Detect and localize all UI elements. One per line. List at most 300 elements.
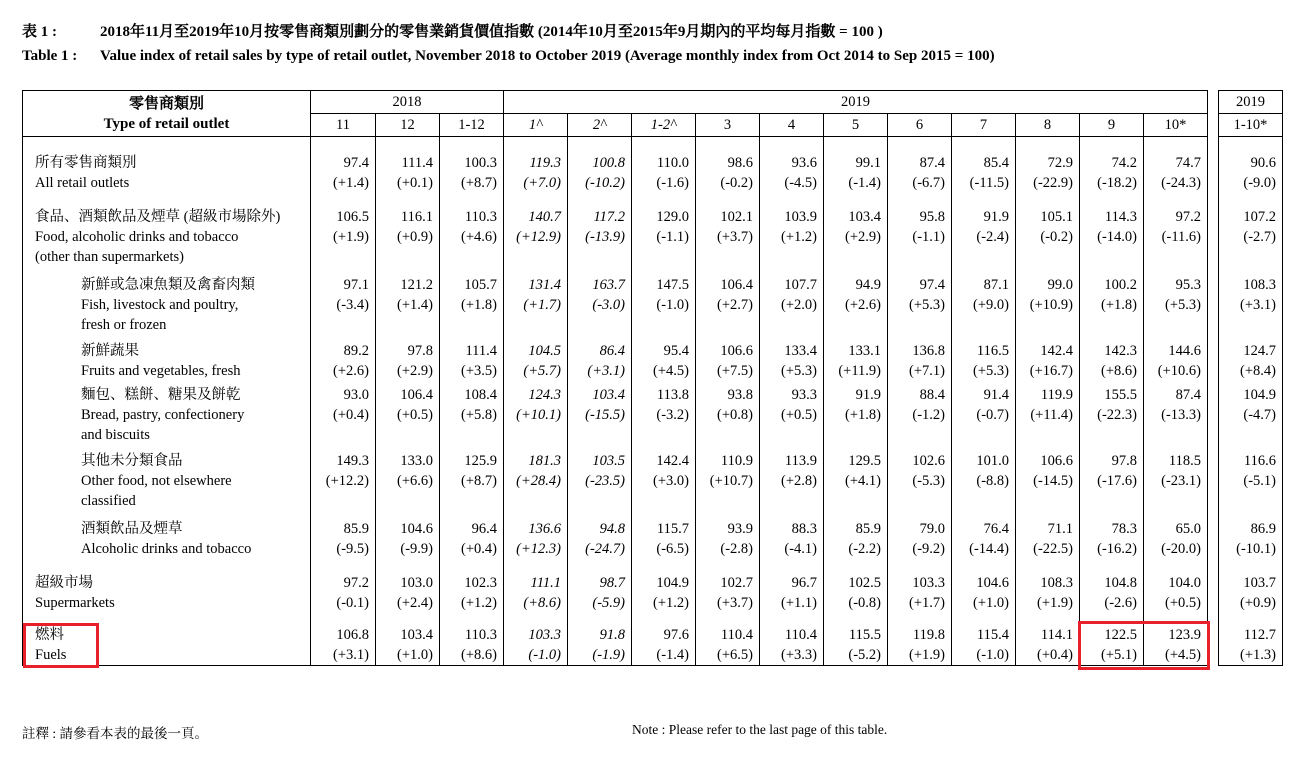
percent-change: (+3.1) (568, 361, 632, 381)
month-header: 11 (311, 114, 376, 137)
percent-change: (-8.8) (952, 471, 1016, 491)
percent-change: (+12.9) (504, 227, 568, 247)
index-value: 94.9 (824, 275, 888, 295)
index-value: 103.5 (568, 451, 632, 471)
percent-change: (+1.8) (1080, 295, 1144, 315)
percent-change: (+8.7) (440, 471, 504, 491)
index-value: 94.8 (568, 519, 632, 539)
index-value: 96.4 (440, 519, 504, 539)
month-header: 1-2^ (632, 114, 696, 137)
index-value: 106.5 (311, 207, 376, 227)
index-value: 74.7 (1144, 153, 1208, 173)
table-title-zh-text: 2018年11月至2019年10月按零售商類別劃分的零售業銷貨價值指數 (2014年10月至2015年9月期內的平均每月指數 = 100 ) (100, 24, 883, 40)
index-value: 133.4 (760, 341, 824, 361)
percent-change: (+5.3) (952, 361, 1016, 381)
percent-change: (+16.7) (1016, 361, 1080, 381)
month-header: 5 (824, 114, 888, 137)
percent-change: (+7.0) (504, 173, 568, 193)
percent-change: (-14.0) (1080, 227, 1144, 247)
index-value: 103.7 (1219, 573, 1283, 593)
index-value: 110.0 (632, 153, 696, 173)
index-value: 115.4 (952, 625, 1016, 645)
index-value: 107.7 (760, 275, 824, 295)
percent-change: (+5.7) (504, 361, 568, 381)
percent-change: (-0.1) (311, 593, 376, 613)
percent-change: (-1.1) (888, 227, 952, 247)
row-label-zh: 新鮮蔬果 (23, 341, 311, 361)
percent-change: (-5.9) (568, 593, 632, 613)
table-row-values (23, 573, 1283, 593)
index-value: 105.7 (440, 275, 504, 295)
index-value: 95.8 (888, 207, 952, 227)
percent-change: (-13.3) (1144, 405, 1208, 425)
percent-change: (-17.6) (1080, 471, 1144, 491)
row-label-en: Fuels (23, 645, 311, 666)
index-value: 116.6 (1219, 451, 1283, 471)
percent-change: (+0.5) (376, 405, 440, 425)
index-value: 91.8 (568, 625, 632, 645)
index-value: 147.5 (632, 275, 696, 295)
percent-change: (-5.1) (1219, 471, 1283, 491)
index-value: 124.7 (1219, 341, 1283, 361)
index-value: 102.6 (888, 451, 952, 471)
index-value: 78.3 (1080, 519, 1144, 539)
index-value: 115.5 (824, 625, 888, 645)
index-value: 102.5 (824, 573, 888, 593)
percent-change: (-23.5) (568, 471, 632, 491)
index-value: 140.7 (504, 207, 568, 227)
index-value: 181.3 (504, 451, 568, 471)
percent-change: (+4.5) (1144, 645, 1208, 666)
index-value: 100.3 (440, 153, 504, 173)
year-2019-ytd-header: 2019 (1219, 91, 1283, 114)
percent-change: (+0.1) (376, 173, 440, 193)
row-label-zh: 酒類飲品及煙草 (23, 519, 311, 539)
percent-change: (+2.0) (760, 295, 824, 315)
index-value: 104.6 (376, 519, 440, 539)
month-header-ytd: 1-10* (1219, 114, 1283, 137)
month-header: 3 (696, 114, 760, 137)
index-value: 87.4 (888, 153, 952, 173)
index-value: 79.0 (888, 519, 952, 539)
percent-change: (+5.1) (1080, 645, 1144, 666)
index-value: 155.5 (1080, 385, 1144, 405)
index-value: 131.4 (504, 275, 568, 295)
index-value: 104.5 (504, 341, 568, 361)
year-2019-header: 2019 (504, 91, 1208, 114)
index-value: 93.0 (311, 385, 376, 405)
month-header: 8 (1016, 114, 1080, 137)
percent-change: (-1.1) (632, 227, 696, 247)
row-label-en: Alcoholic drinks and tobacco (23, 539, 311, 559)
month-header: 9 (1080, 114, 1144, 137)
percent-change: (-9.9) (376, 539, 440, 559)
index-value: 105.1 (1016, 207, 1080, 227)
percent-change: (+5.8) (440, 405, 504, 425)
row-label-en-cont: classified (23, 491, 311, 511)
percent-change: (+5.3) (1144, 295, 1208, 315)
index-value: 136.6 (504, 519, 568, 539)
percent-change: (-24.3) (1144, 173, 1208, 193)
percent-change: (-9.0) (1219, 173, 1283, 193)
percent-change: (-6.5) (632, 539, 696, 559)
percent-change: (-9.2) (888, 539, 952, 559)
index-value: 97.2 (1144, 207, 1208, 227)
percent-change: (+0.5) (760, 405, 824, 425)
index-value: 108.3 (1219, 275, 1283, 295)
index-value: 103.0 (376, 573, 440, 593)
index-value: 104.6 (952, 573, 1016, 593)
percent-change: (+3.0) (632, 471, 696, 491)
index-value: 96.7 (760, 573, 824, 593)
percent-change: (+8.6) (440, 645, 504, 666)
month-header: 1-12 (440, 114, 504, 137)
row-label-zh: 其他未分類食品 (23, 451, 311, 471)
percent-change: (+1.0) (376, 645, 440, 666)
index-value: 93.6 (760, 153, 824, 173)
index-value: 104.8 (1080, 573, 1144, 593)
index-value: 91.4 (952, 385, 1016, 405)
index-value: 110.3 (440, 207, 504, 227)
percent-change: (+8.6) (1080, 361, 1144, 381)
percent-change: (+2.6) (311, 361, 376, 381)
table-title-zh (22, 20, 883, 41)
table-header (23, 91, 1283, 137)
index-value: 129.0 (632, 207, 696, 227)
index-value: 111.4 (440, 341, 504, 361)
index-value: 133.1 (824, 341, 888, 361)
percent-change: (-22.5) (1016, 539, 1080, 559)
percent-change: (-13.9) (568, 227, 632, 247)
percent-change: (+3.3) (760, 645, 824, 666)
row-label-en: Bread, pastry, confectionery (23, 405, 311, 425)
percent-change: (-0.7) (952, 405, 1016, 425)
index-value: 103.3 (888, 573, 952, 593)
index-value: 113.8 (632, 385, 696, 405)
index-value: 85.4 (952, 153, 1016, 173)
percent-change: (+1.8) (440, 295, 504, 315)
percent-change: (+2.8) (760, 471, 824, 491)
percent-change: (+28.4) (504, 471, 568, 491)
percent-change: (+1.8) (824, 405, 888, 425)
percent-change: (-14.4) (952, 539, 1016, 559)
index-value: 133.0 (376, 451, 440, 471)
table-row-values (23, 341, 1283, 361)
index-value: 118.5 (1144, 451, 1208, 471)
percent-change: (+12.3) (504, 539, 568, 559)
index-value: 103.3 (504, 625, 568, 645)
index-value: 95.3 (1144, 275, 1208, 295)
index-value: 93.9 (696, 519, 760, 539)
table-row-changes (23, 173, 1283, 193)
percent-change: (+4.6) (440, 227, 504, 247)
percent-change: (+10.9) (1016, 295, 1080, 315)
index-value: 111.4 (376, 153, 440, 173)
percent-change: (-10.2) (568, 173, 632, 193)
percent-change: (+10.6) (1144, 361, 1208, 381)
index-value: 129.5 (824, 451, 888, 471)
percent-change: (-2.7) (1219, 227, 1283, 247)
index-value: 85.9 (824, 519, 888, 539)
index-value: 88.4 (888, 385, 952, 405)
percent-change: (-6.7) (888, 173, 952, 193)
table-row-values (23, 451, 1283, 471)
percent-change: (-1.9) (568, 645, 632, 666)
percent-change: (-2.4) (952, 227, 1016, 247)
percent-change: (+3.5) (440, 361, 504, 381)
index-value: 90.6 (1219, 153, 1283, 173)
percent-change: (-20.0) (1144, 539, 1208, 559)
index-value: 102.7 (696, 573, 760, 593)
row-label-en-cont: (other than supermarkets) (23, 247, 311, 267)
index-value: 76.4 (952, 519, 1016, 539)
index-value: 117.2 (568, 207, 632, 227)
table-row-changes (23, 539, 1283, 559)
table-row-values (23, 207, 1283, 227)
index-value: 125.9 (440, 451, 504, 471)
month-header: 6 (888, 114, 952, 137)
index-value: 97.4 (888, 275, 952, 295)
index-value: 100.8 (568, 153, 632, 173)
index-value: 106.4 (696, 275, 760, 295)
percent-change: (+1.7) (888, 593, 952, 613)
index-value: 97.8 (1080, 451, 1144, 471)
percent-change: (-16.2) (1080, 539, 1144, 559)
percent-change: (+1.0) (952, 593, 1016, 613)
index-value: 119.3 (504, 153, 568, 173)
percent-change: (-11.6) (1144, 227, 1208, 247)
index-value: 112.7 (1219, 625, 1283, 645)
percent-change: (-5.2) (824, 645, 888, 666)
percent-change: (-0.8) (824, 593, 888, 613)
percent-change: (-4.5) (760, 173, 824, 193)
index-value: 124.3 (504, 385, 568, 405)
index-value: 99.1 (824, 153, 888, 173)
index-value: 74.2 (1080, 153, 1144, 173)
index-value: 103.4 (824, 207, 888, 227)
row-label-en: Fruits and vegetables, fresh (23, 361, 311, 381)
index-value: 119.9 (1016, 385, 1080, 405)
index-value: 100.2 (1080, 275, 1144, 295)
percent-change: (-0.2) (1016, 227, 1080, 247)
percent-change: (-1.0) (952, 645, 1016, 666)
row-label-zh: 超級市場 (23, 573, 311, 593)
table-title-en (22, 48, 995, 65)
percent-change: (+1.9) (888, 645, 952, 666)
index-value: 144.6 (1144, 341, 1208, 361)
index-value: 119.8 (888, 625, 952, 645)
index-value: 104.0 (1144, 573, 1208, 593)
percent-change: (-1.4) (824, 173, 888, 193)
percent-change: (+9.0) (952, 295, 1016, 315)
index-value: 98.7 (568, 573, 632, 593)
percent-change: (-2.6) (1080, 593, 1144, 613)
column-label-header (23, 91, 311, 137)
percent-change: (+8.6) (504, 593, 568, 613)
index-value: 97.2 (311, 573, 376, 593)
table-row-changes (23, 405, 1283, 425)
percent-change: (+1.9) (311, 227, 376, 247)
percent-change: (+1.4) (376, 295, 440, 315)
index-value: 103.9 (760, 207, 824, 227)
index-value: 142.4 (632, 451, 696, 471)
percent-change: (+0.9) (1219, 593, 1283, 613)
index-value: 91.9 (824, 385, 888, 405)
percent-change: (+3.7) (696, 593, 760, 613)
percent-change: (+5.3) (760, 361, 824, 381)
index-value: 87.1 (952, 275, 1016, 295)
column-label-en: Type of retail outlet (103, 115, 230, 132)
table-row-changes (23, 645, 1283, 666)
percent-change: (+5.3) (888, 295, 952, 315)
percent-change: (+1.7) (504, 295, 568, 315)
row-label-en-cont: fresh or frozen (23, 315, 311, 335)
percent-change: (-3.2) (632, 405, 696, 425)
table-row-changes (23, 227, 1283, 247)
table-row-values (23, 275, 1283, 295)
index-value: 89.2 (311, 341, 376, 361)
index-value: 87.4 (1144, 385, 1208, 405)
percent-change: (-2.2) (824, 539, 888, 559)
percent-change: (+4.5) (632, 361, 696, 381)
index-value: 102.1 (696, 207, 760, 227)
percent-change: (+8.4) (1219, 361, 1283, 381)
index-value: 103.4 (376, 625, 440, 645)
index-value: 114.1 (1016, 625, 1080, 645)
year-2018-header: 2018 (311, 91, 504, 114)
index-value: 97.8 (376, 341, 440, 361)
index-value: 114.3 (1080, 207, 1144, 227)
month-header: 2^ (568, 114, 632, 137)
index-value: 113.9 (760, 451, 824, 471)
row-label-en: Other food, not elsewhere (23, 471, 311, 491)
table-number-zh: 表 1 : (22, 24, 57, 40)
percent-change: (+11.9) (824, 361, 888, 381)
index-value: 110.4 (760, 625, 824, 645)
index-value: 163.7 (568, 275, 632, 295)
index-value: 98.6 (696, 153, 760, 173)
percent-change: (-15.5) (568, 405, 632, 425)
row-label-en: Fish, livestock and poultry, (23, 295, 311, 315)
percent-change: (+0.4) (1016, 645, 1080, 666)
table-number-en: Table 1 : (22, 48, 78, 64)
month-header: 4 (760, 114, 824, 137)
row-label-en: All retail outlets (23, 173, 311, 193)
index-value: 88.3 (760, 519, 824, 539)
percent-change: (-4.7) (1219, 405, 1283, 425)
table-row-values (23, 385, 1283, 405)
table-row-changes (23, 295, 1283, 315)
month-header: 12 (376, 114, 440, 137)
percent-change: (+3.1) (311, 645, 376, 666)
table-row-values (23, 625, 1283, 645)
index-value: 123.9 (1144, 625, 1208, 645)
percent-change: (+7.1) (888, 361, 952, 381)
percent-change: (-23.1) (1144, 471, 1208, 491)
index-value: 93.8 (696, 385, 760, 405)
index-value: 86.9 (1219, 519, 1283, 539)
percent-change: (+2.4) (376, 593, 440, 613)
index-value: 111.1 (504, 573, 568, 593)
index-value: 99.0 (1016, 275, 1080, 295)
row-label-zh: 新鮮或急凍魚類及禽畜肉類 (23, 275, 311, 295)
index-value: 93.3 (760, 385, 824, 405)
index-value: 149.3 (311, 451, 376, 471)
percent-change: (-24.7) (568, 539, 632, 559)
table-row-values (23, 153, 1283, 173)
percent-change: (+1.9) (1016, 593, 1080, 613)
percent-change: (-0.2) (696, 173, 760, 193)
table-row-values (23, 519, 1283, 539)
index-value: 95.4 (632, 341, 696, 361)
percent-change: (+10.1) (504, 405, 568, 425)
percent-change: (+2.9) (376, 361, 440, 381)
percent-change: (-18.2) (1080, 173, 1144, 193)
index-value: 142.4 (1016, 341, 1080, 361)
percent-change: (+1.4) (311, 173, 376, 193)
row-label-zh: 麵包、糕餅、糖果及餅乾 (23, 385, 311, 405)
percent-change: (+1.1) (760, 593, 824, 613)
index-value: 116.5 (952, 341, 1016, 361)
index-value: 97.1 (311, 275, 376, 295)
index-value: 71.1 (1016, 519, 1080, 539)
index-value: 97.4 (311, 153, 376, 173)
percent-change: (-9.5) (311, 539, 376, 559)
index-value: 136.8 (888, 341, 952, 361)
index-value: 72.9 (1016, 153, 1080, 173)
percent-change: (+10.7) (696, 471, 760, 491)
index-value: 107.2 (1219, 207, 1283, 227)
percent-change: (-10.1) (1219, 539, 1283, 559)
index-value: 102.3 (440, 573, 504, 593)
percent-change: (-5.3) (888, 471, 952, 491)
percent-change: (+12.2) (311, 471, 376, 491)
row-label-zh: 燃料 (23, 625, 311, 645)
index-value: 108.4 (440, 385, 504, 405)
index-value: 116.1 (376, 207, 440, 227)
table-title-en-text: Value index of retail sales by type of retail outlet, November 2018 to October 2019 (Average monthly index from Oct 2014 to Sep 2015 = 100) (100, 48, 995, 64)
percent-change: (+8.7) (440, 173, 504, 193)
index-value: 101.0 (952, 451, 1016, 471)
table-row-changes (23, 471, 1283, 491)
index-value: 104.9 (632, 573, 696, 593)
row-label-en: Food, alcoholic drinks and tobacco (23, 227, 311, 247)
percent-change: (+0.5) (1144, 593, 1208, 613)
percent-change: (-22.3) (1080, 405, 1144, 425)
percent-change: (-1.0) (632, 295, 696, 315)
index-value: 110.3 (440, 625, 504, 645)
index-value: 106.4 (376, 385, 440, 405)
index-value: 110.4 (696, 625, 760, 645)
percent-change: (-1.6) (632, 173, 696, 193)
percent-change: (+7.5) (696, 361, 760, 381)
percent-change: (+0.4) (440, 539, 504, 559)
index-value: 115.7 (632, 519, 696, 539)
percent-change: (+0.4) (311, 405, 376, 425)
index-value: 103.4 (568, 385, 632, 405)
index-value: 106.8 (311, 625, 376, 645)
row-label-zh: 所有零售商類別 (23, 153, 311, 173)
index-value: 106.6 (696, 341, 760, 361)
index-value: 122.5 (1080, 625, 1144, 645)
percent-change: (+1.2) (440, 593, 504, 613)
footnote-zh: 註釋 : 請參看本表的最後一頁。 (22, 726, 209, 741)
percent-change: (+2.9) (824, 227, 888, 247)
index-value: 121.2 (376, 275, 440, 295)
column-label-zh: 零售商類別 (128, 95, 204, 112)
percent-change: (+3.7) (696, 227, 760, 247)
index-value: 86.4 (568, 341, 632, 361)
